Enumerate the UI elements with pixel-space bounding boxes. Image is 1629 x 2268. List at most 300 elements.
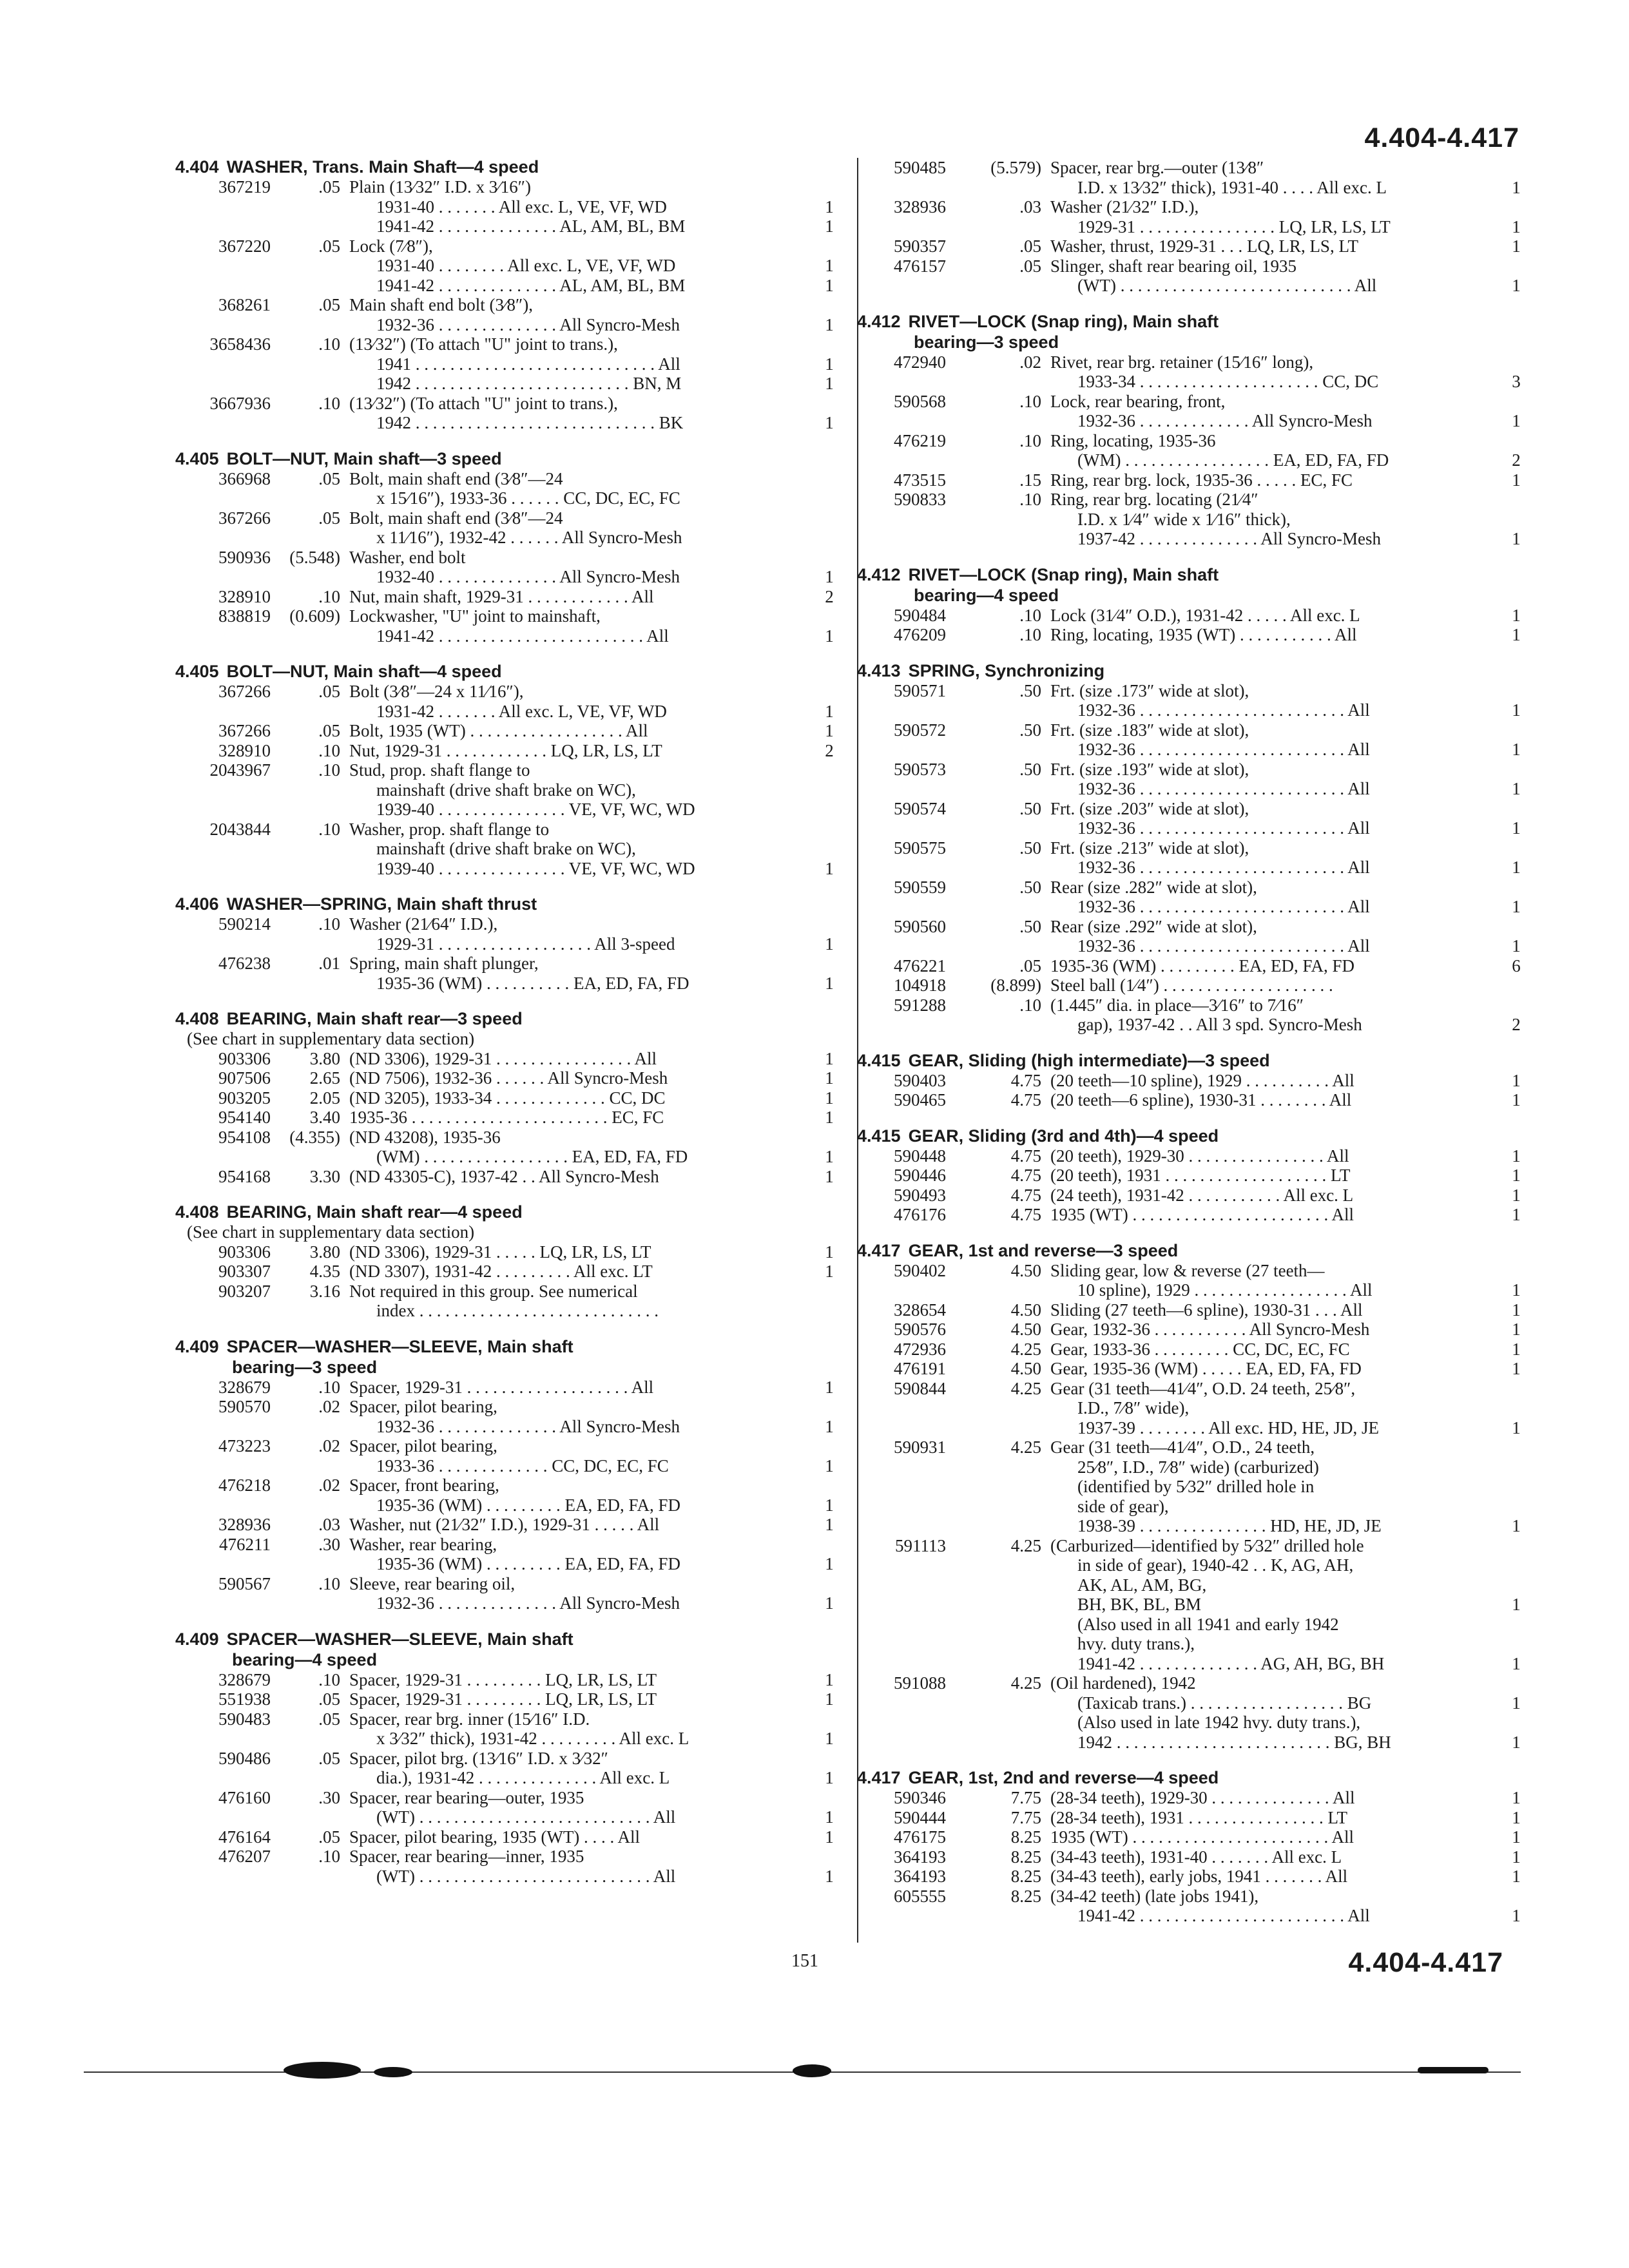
part-price: .05 (318, 508, 340, 528)
part-line (175, 606, 845, 626)
section-title: BEARING, Main shaft rear—4 speed (226, 1202, 523, 1222)
part-quantity: 1 (1512, 1693, 1521, 1713)
part-line (857, 1398, 1532, 1418)
part-description: Plain (13⁄32″ I.D. x 3⁄16″) (349, 177, 531, 197)
part-description: Lock (7⁄8″), (349, 236, 433, 256)
part-price (278, 859, 349, 879)
part-price: .05 (318, 1827, 340, 1847)
part-line (175, 1847, 845, 1867)
part-price (954, 1555, 1050, 1575)
part-line (857, 1280, 1532, 1300)
part-price: 2.65 (309, 1068, 340, 1088)
part-price: 4.25 (1010, 1339, 1041, 1359)
part-quantity: 1 (1512, 1827, 1521, 1847)
part-description: (1.445″ dia. in place—3⁄16″ to 7⁄16″ (1050, 995, 1304, 1015)
part-description: I.D. x 13⁄32″ thick), 1931-40 . . . . All exc. L (1077, 177, 1387, 197)
part-price (954, 1595, 1050, 1615)
part-price (278, 1147, 349, 1167)
part-price (278, 528, 349, 548)
part-line (857, 700, 1532, 720)
part-line (175, 974, 845, 994)
part-price (278, 216, 349, 236)
part-description: Rear (size .292″ wide at slot), (1050, 916, 1257, 936)
part-price (954, 1398, 1050, 1418)
part-description: Washer (21⁄32″ I.D.), (1050, 197, 1199, 216)
part-price (954, 740, 1050, 760)
part-description: 1941-42 . . . . . . . . . . . . . . . . . . . . . . . . All (376, 626, 669, 646)
part-line (175, 1807, 845, 1827)
part-line (175, 1535, 845, 1555)
part-line (175, 334, 845, 354)
part-number (175, 354, 278, 374)
part-number (857, 1634, 954, 1654)
part-description: Washer (21⁄64″ I.D.), (349, 914, 498, 934)
section-title: GEAR, 1st, 2nd and reverse—4 speed (908, 1768, 1219, 1787)
part-price (954, 1477, 1050, 1497)
part-description: (Also used in all 1941 and early 1942 (1077, 1614, 1339, 1634)
part-description: Slinger, shaft rear bearing oil, 1935 (1050, 256, 1297, 276)
part-description: 1932-36 . . . . . . . . . . . . . . . . . . . . . . . . All (1077, 858, 1370, 877)
part-description: (28-34 teeth), 1931 . . . . . . . . . . . . . . . . LT (1050, 1807, 1347, 1827)
part-line (857, 372, 1532, 392)
section-heading (857, 311, 1532, 352)
part-description: Frt. (size .173″ wide at slot), (1050, 680, 1249, 700)
part-description: mainshaft (drive shaft brake on WC), (376, 780, 636, 800)
part-line (857, 936, 1532, 956)
left-column (175, 157, 845, 1901)
part-number: 328679 (218, 1377, 271, 1397)
part-line (857, 1788, 1532, 1808)
part-price: 3.80 (309, 1242, 340, 1262)
part-line (857, 1827, 1532, 1847)
part-price: .10 (1019, 605, 1041, 625)
part-number: 2043967 (209, 760, 271, 780)
part-line (175, 1378, 845, 1398)
part-line (857, 217, 1532, 237)
part-line (175, 236, 845, 256)
part-number: 476207 (218, 1847, 271, 1866)
part-line (857, 1516, 1532, 1536)
part-line (857, 1320, 1532, 1340)
part-line (857, 858, 1532, 878)
part-line (857, 158, 1532, 178)
part-description: (20 teeth), 1931 . . . . . . . . . . . . . . . . . . . LT (1050, 1166, 1351, 1185)
part-price: .50 (1019, 916, 1041, 936)
part-price: 2.05 (309, 1088, 340, 1108)
part-quantity: 1 (1512, 1280, 1521, 1300)
part-number: 367220 (218, 236, 271, 256)
part-description: 1941-42 . . . . . . . . . . . . . . AG, AH, BG, BH (1077, 1653, 1385, 1673)
part-description: 1942 . . . . . . . . . . . . . . . . . . . . . . . . . BG, BH (1077, 1732, 1391, 1752)
part-price: 4.25 (1010, 1673, 1041, 1693)
part-quantity: 1 (1512, 605, 1521, 625)
part-description: 1932-36 . . . . . . . . . . . . . . All Syncro-Mesh (376, 1593, 680, 1613)
part-price (954, 700, 1050, 720)
parts-section (175, 448, 845, 646)
section-title: SPRING, Synchronizing (908, 660, 1105, 680)
part-description: 1933-34 . . . . . . . . . . . . . . . . . . . . . CC, DC (1077, 372, 1379, 391)
part-number: 590214 (218, 914, 271, 934)
part-price (278, 1867, 349, 1887)
part-line (857, 1457, 1532, 1477)
part-price (278, 626, 349, 646)
part-line (175, 1282, 845, 1302)
part-price: .30 (318, 1787, 340, 1807)
section-number: 4.408 (175, 1009, 219, 1028)
part-price: 4.35 (309, 1262, 340, 1281)
part-number (857, 779, 954, 799)
part-price: 3.30 (309, 1166, 340, 1186)
part-price: .05 (318, 1709, 340, 1729)
part-number: 328654 (894, 1300, 946, 1320)
part-price (278, 800, 349, 820)
part-price (278, 974, 349, 994)
part-price (278, 702, 349, 722)
part-price (278, 1593, 349, 1613)
part-number: 476175 (894, 1827, 946, 1847)
part-description: (ND 43305-C), 1937-42 . . All Syncro-Mesh (349, 1166, 659, 1186)
part-line (857, 1497, 1532, 1517)
part-line (857, 256, 1532, 276)
part-line (175, 508, 845, 528)
part-number (175, 1768, 278, 1788)
part-price: .02 (318, 1475, 340, 1495)
section-number: 4.417 (857, 1768, 901, 1787)
part-line (175, 1475, 845, 1495)
part-description: Gear, 1933-36 . . . . . . . . . CC, DC, EC, FC (1050, 1339, 1350, 1359)
section-title-continued: bearing—4 speed (914, 585, 1059, 605)
part-number (175, 859, 278, 879)
part-quantity: 1 (1512, 411, 1521, 430)
part-line (857, 1536, 1532, 1556)
part-description: Spacer, 1929-31 . . . . . . . . . LQ, LR, LS, LT (349, 1689, 657, 1709)
part-description: (20 teeth—6 spline), 1930-31 . . . . . . . . All (1050, 1090, 1352, 1110)
part-line (175, 1068, 845, 1088)
part-price (278, 780, 349, 800)
part-price: (5.579) (990, 158, 1041, 177)
part-description: (24 teeth), 1931-42 . . . . . . . . . . . All exc. L (1050, 1185, 1354, 1205)
part-price: 8.25 (1010, 1886, 1041, 1906)
part-description: (WT) . . . . . . . . . . . . . . . . . . . . . . . . . . . All (1077, 276, 1377, 295)
part-number (175, 1807, 278, 1827)
part-number: 590486 (218, 1748, 271, 1768)
part-number (857, 897, 954, 917)
part-line (175, 354, 845, 374)
part-description: (Taxicab trans.) . . . . . . . . . . . . . . . . . . BG (1077, 1693, 1372, 1713)
part-price (954, 1457, 1050, 1477)
part-description: 1932-36 . . . . . . . . . . . . . . . . . . . . . . . . All (1077, 740, 1370, 759)
part-line (175, 914, 845, 934)
part-price (954, 510, 1050, 530)
part-price: .10 (1019, 490, 1041, 509)
part-line (175, 1827, 845, 1847)
part-price: 4.75 (1010, 1166, 1041, 1185)
part-line (175, 859, 845, 879)
part-description: 1935 (WT) . . . . . . . . . . . . . . . . . . . . . . . All (1050, 1827, 1354, 1847)
part-quantity: 1 (825, 721, 834, 740)
part-number (175, 488, 278, 508)
part-description: 1929-31 . . . . . . . . . . . . . . . . . . All 3-speed (376, 934, 675, 954)
part-number (175, 780, 278, 800)
part-quantity: 1 (1512, 700, 1521, 720)
part-number (175, 702, 278, 722)
part-line (857, 1906, 1532, 1926)
parts-section (857, 564, 1532, 645)
part-quantity: 1 (1512, 276, 1521, 295)
part-line (175, 216, 845, 236)
part-line (175, 800, 845, 820)
part-price: .10 (318, 1573, 340, 1593)
part-line (857, 1615, 1532, 1635)
part-line (857, 838, 1532, 858)
part-quantity: 2 (825, 586, 834, 606)
part-line (175, 528, 845, 548)
part-number: 590576 (894, 1320, 946, 1339)
part-line (175, 374, 845, 394)
part-quantity: 1 (1512, 1300, 1521, 1320)
part-quantity: 1 (1512, 1906, 1521, 1925)
part-price: .05 (318, 1689, 340, 1709)
part-price: .50 (1019, 680, 1041, 700)
part-price: 4.25 (1010, 1535, 1041, 1555)
part-line (857, 1340, 1532, 1360)
part-line (175, 1049, 845, 1069)
part-quantity: 1 (1512, 1867, 1521, 1886)
part-number: 954168 (218, 1166, 271, 1186)
part-price (954, 1015, 1050, 1035)
part-number (857, 529, 954, 549)
part-line (857, 470, 1532, 490)
part-price (954, 178, 1050, 198)
part-price: .15 (1019, 470, 1041, 490)
part-price (954, 1418, 1050, 1438)
scan-blot (1418, 2067, 1489, 2073)
section-title-continued: bearing—3 speed (914, 332, 1059, 352)
part-price (954, 1713, 1050, 1733)
part-quantity: 1 (825, 1068, 834, 1088)
part-number: 590833 (894, 490, 946, 509)
part-description: 1942 . . . . . . . . . . . . . . . . . . . . . . . . . . . . BK (376, 413, 684, 432)
part-number (175, 276, 278, 296)
parts-section (857, 158, 1532, 296)
part-price: 4.25 (1010, 1437, 1041, 1457)
part-number: 476211 (219, 1534, 271, 1554)
part-line (175, 839, 845, 859)
part-line (857, 1887, 1532, 1907)
part-price (278, 1417, 349, 1437)
part-price (278, 1729, 349, 1749)
section-heading (857, 1240, 1532, 1261)
part-line (175, 934, 845, 954)
part-description: (ND 7506), 1932-36 . . . . . . All Syncro-Mesh (349, 1068, 668, 1088)
part-description: Frt. (size .213″ wide at slot), (1050, 838, 1249, 858)
part-description: Washer, end bolt (349, 547, 466, 567)
part-number (175, 1417, 278, 1437)
part-number (857, 1654, 954, 1674)
part-line (175, 1768, 845, 1788)
part-number (175, 1867, 278, 1887)
part-quantity: 1 (1512, 1807, 1521, 1827)
part-number: 476221 (894, 956, 946, 975)
part-price: .05 (318, 236, 340, 256)
part-description: Frt. (size .203″ wide at slot), (1050, 798, 1249, 818)
part-quantity: 1 (1512, 1653, 1521, 1673)
part-description: 1931-42 . . . . . . . All exc. L, VE, VF, WD (376, 701, 667, 721)
part-price (954, 936, 1050, 956)
part-number (857, 1418, 954, 1438)
part-number: 590573 (894, 759, 946, 779)
part-quantity: 1 (1512, 740, 1521, 759)
part-line (857, 1186, 1532, 1206)
part-number (857, 1733, 954, 1753)
part-price: .10 (1019, 625, 1041, 644)
part-description: 1935-36 (WM) . . . . . . . . . EA, ED, FA, FD (376, 1554, 680, 1573)
part-quantity: 1 (1512, 1070, 1521, 1090)
part-description: Bolt (3⁄8″—24 x 11⁄16″), (349, 682, 524, 701)
part-number (175, 528, 278, 548)
section-number: 4.413 (857, 660, 901, 680)
part-line (857, 956, 1532, 976)
part-price: 4.75 (1010, 1146, 1041, 1166)
part-description: (28-34 teeth), 1929-30 . . . . . . . . . . . . . . All (1050, 1788, 1355, 1807)
part-number: 3667936 (209, 393, 271, 413)
part-line (857, 276, 1532, 296)
part-price: .10 (1019, 391, 1041, 411)
part-number (857, 1575, 954, 1595)
part-description: I.D., 7⁄8″ wide), (1077, 1398, 1190, 1418)
section-heading (175, 1202, 845, 1222)
part-price: 4.75 (1010, 1185, 1041, 1205)
part-quantity: 1 (825, 1827, 834, 1847)
part-line (175, 682, 845, 702)
part-description: 1931-40 . . . . . . . All exc. L, VE, VF, WD (376, 197, 667, 216)
part-line (857, 1595, 1532, 1615)
part-line (857, 1090, 1532, 1110)
part-description: 1938-39 . . . . . . . . . . . . . . . HD, HE, JD, JE (1077, 1516, 1382, 1535)
part-quantity: 1 (1512, 1146, 1521, 1166)
parts-section (857, 660, 1532, 1035)
part-number (857, 411, 954, 431)
part-price: .10 (318, 586, 340, 606)
part-price (278, 256, 349, 276)
part-description: dia.), 1931-42 . . . . . . . . . . . . . . All exc. L (376, 1768, 670, 1787)
part-number (175, 315, 278, 335)
part-quantity: 1 (825, 1166, 834, 1186)
part-number: 476238 (218, 954, 271, 973)
part-description: Stud, prop. shaft flange to (349, 760, 530, 780)
section-heading (175, 157, 845, 177)
part-line (857, 975, 1532, 995)
part-price: .05 (1019, 236, 1041, 256)
part-line (175, 1515, 845, 1535)
part-description: (Also used in late 1942 hvy. duty trans.), (1077, 1713, 1361, 1732)
part-number: 328910 (218, 740, 271, 760)
part-line (175, 721, 845, 741)
part-line (857, 1261, 1532, 1281)
part-quantity: 1 (825, 1495, 834, 1515)
part-quantity: 3 (1512, 372, 1521, 391)
part-number: 903306 (218, 1242, 271, 1262)
part-number: 590346 (894, 1788, 946, 1807)
part-price (278, 1554, 349, 1574)
part-quantity: 1 (825, 197, 834, 216)
part-number: 591288 (894, 995, 946, 1015)
part-description: Nut, main shaft, 1929-31 . . . . . . . . . . . . All (349, 586, 654, 606)
part-description: Spacer, rear brg.—outer (13⁄8″ (1050, 158, 1264, 177)
part-price: (5.548) (289, 547, 340, 567)
part-number: 590572 (894, 720, 946, 740)
part-description: Frt. (size .193″ wide at slot), (1050, 759, 1249, 779)
section-title: GEAR, 1st and reverse—3 speed (908, 1240, 1179, 1260)
part-number (175, 216, 278, 236)
part-number (857, 858, 954, 878)
part-number: 590844 (894, 1378, 946, 1398)
part-description: (ND 43208), 1935-36 (349, 1127, 501, 1147)
part-number (857, 510, 954, 530)
part-description: Nut, 1929-31 . . . . . . . . . . . . LQ, LR, LS, LT (349, 740, 662, 760)
page-number: 151 (791, 1951, 818, 1971)
part-price: .05 (318, 295, 340, 314)
part-description: (ND 3205), 1933-34 . . . . . . . . . . . . . CC, DC (349, 1088, 666, 1108)
part-price (954, 217, 1050, 237)
part-number (175, 1456, 278, 1476)
part-price: 7.75 (1010, 1807, 1041, 1827)
part-number: 590357 (894, 236, 946, 256)
part-price (278, 1456, 349, 1476)
part-quantity: 1 (825, 1689, 834, 1709)
parts-section (175, 1202, 845, 1321)
part-number (857, 1457, 954, 1477)
part-line (857, 917, 1532, 937)
part-description: (WT) . . . . . . . . . . . . . . . . . . . . . . . . . . . All (376, 1866, 676, 1886)
part-quantity: 1 (1512, 858, 1521, 877)
part-line (175, 1729, 845, 1749)
part-quantity: 1 (1512, 625, 1521, 644)
section-title: BEARING, Main shaft rear—3 speed (226, 1009, 523, 1028)
part-quantity: 1 (1512, 1788, 1521, 1807)
part-number: 590575 (894, 838, 946, 858)
part-price (954, 411, 1050, 431)
section-number: 4.415 (857, 1050, 901, 1070)
part-quantity: 1 (1512, 1205, 1521, 1224)
section-number: 4.405 (175, 662, 219, 681)
part-description: 1935-36 (WM) . . . . . . . . . EA, ED, FA, FD (376, 1495, 680, 1515)
part-price (278, 197, 349, 217)
part-number: 476209 (894, 625, 946, 644)
part-number: 590559 (894, 877, 946, 897)
part-line (175, 1242, 845, 1262)
part-description: (WT) . . . . . . . . . . . . . . . . . . . . . . . . . . . All (376, 1807, 676, 1827)
part-line (857, 178, 1532, 198)
part-description: 1935-36 (WM) . . . . . . . . . . EA, ED, FA, FD (376, 973, 689, 993)
part-number: 907506 (218, 1068, 271, 1088)
part-description: 1935-36 . . . . . . . . . . . . . . . . . . . . . . . EC, FC (349, 1108, 664, 1127)
part-description: Washer, rear bearing, (349, 1534, 497, 1554)
part-description: Ring, rear brg. locating (21⁄4″ (1050, 490, 1258, 509)
part-line (857, 1575, 1532, 1595)
part-price: 4.50 (1010, 1320, 1041, 1339)
part-price: .10 (318, 334, 340, 354)
part-number (175, 839, 278, 859)
part-price (954, 1497, 1050, 1517)
part-number (175, 1301, 278, 1321)
scan-blot (793, 2064, 831, 2077)
part-number: 476176 (894, 1205, 946, 1224)
part-description: 1941-42 . . . . . . . . . . . . . . AL, AM, BL, BM (376, 216, 686, 236)
part-number (857, 1693, 954, 1713)
part-number: 364193 (894, 1847, 946, 1867)
part-price (954, 1733, 1050, 1753)
